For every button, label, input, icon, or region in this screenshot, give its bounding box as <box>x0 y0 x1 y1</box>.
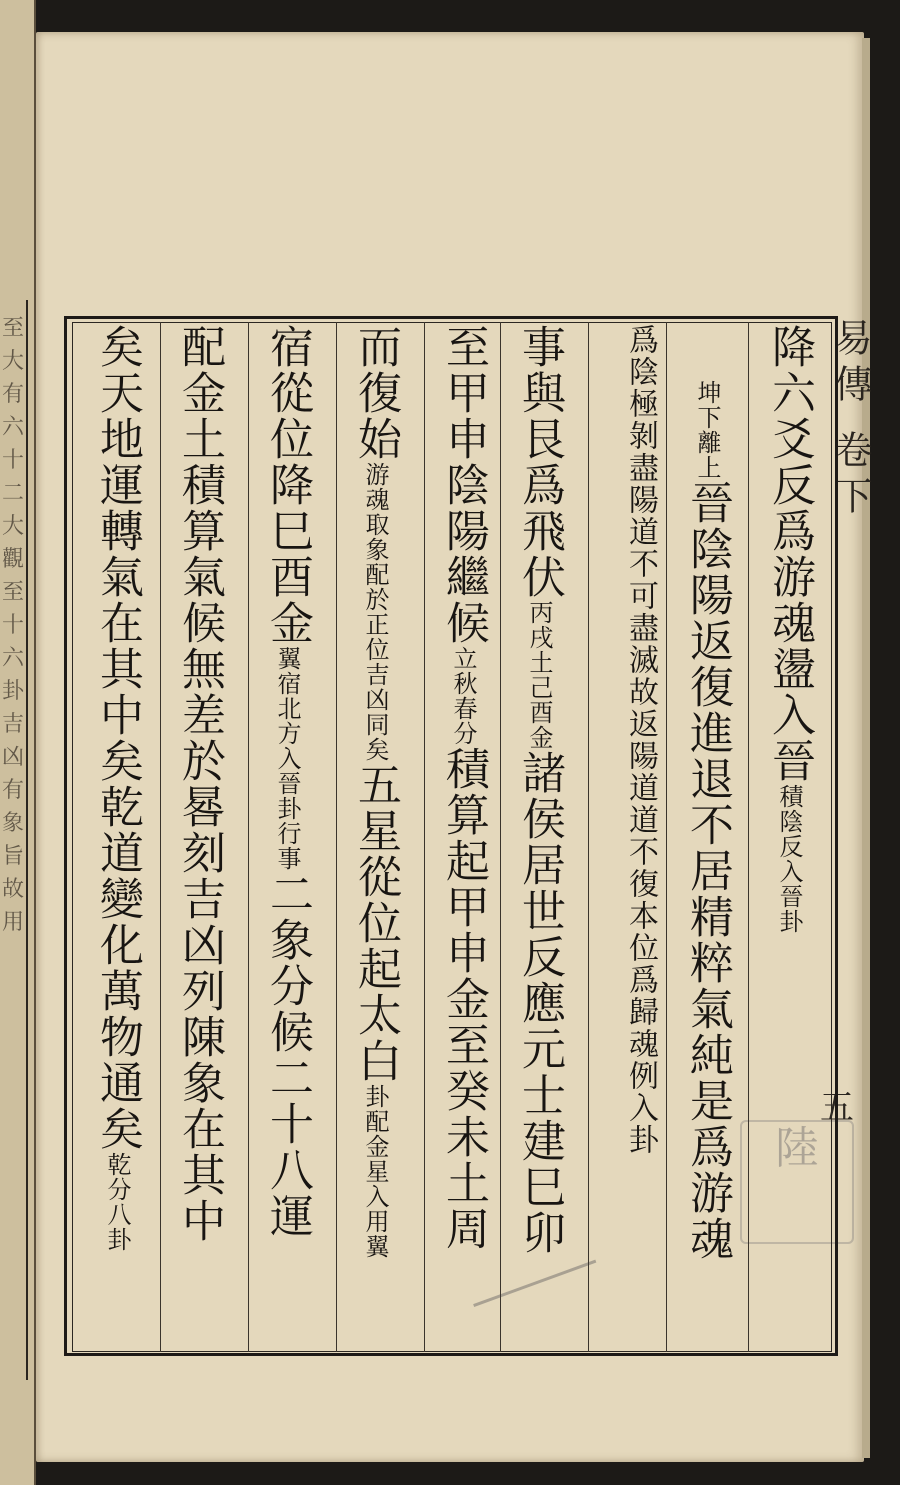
column-rule <box>588 322 589 1352</box>
column-rule <box>748 322 749 1352</box>
column-note-2: 卦配金星入用翼 <box>361 1084 389 1259</box>
column-main-text: 配金土積算氣候無差於晷刻吉凶列陳象在其中 <box>174 324 225 1244</box>
column-main-text-2: 五星從位起太白 <box>350 762 401 1084</box>
text-column-5 <box>432 324 494 1354</box>
column-rule <box>424 322 425 1352</box>
column-note: 翼宿北方入晉卦行事 <box>273 646 301 871</box>
column-note: 乾分八卦 <box>103 1152 131 1252</box>
column-rule <box>500 322 501 1352</box>
column-main-text: 至甲申陰陽繼候 <box>438 324 489 646</box>
margin-header: 易傳 卷下 <box>828 318 872 523</box>
column-rule <box>666 322 667 1352</box>
hexagram-label: 坤下離上 <box>693 380 721 480</box>
previous-page-strip <box>0 0 36 1485</box>
column-main-text: 降六爻反爲游魂盪入晉 <box>764 324 815 784</box>
column-rule <box>336 322 337 1352</box>
column-main-text: 宿從位降巳酉金 <box>262 324 313 646</box>
column-note: 立秋春分 <box>449 646 477 746</box>
folio-number: 五 <box>820 1088 854 1128</box>
text-column-2 <box>676 324 738 1354</box>
column-rule <box>160 322 161 1352</box>
text-column-8 <box>168 324 230 1354</box>
text-column-7 <box>256 324 318 1354</box>
column-main-text-2: 積算起甲申金至癸未土周 <box>438 746 489 1252</box>
text-column-6 <box>344 324 406 1354</box>
column-rule <box>248 322 249 1352</box>
hexagram-jin-icon <box>686 324 728 372</box>
column-main-text: 而復始 <box>350 324 401 462</box>
column-main-text: 事與艮爲飛伏 <box>514 324 565 600</box>
column-note: 游魂取象配於正位吉凶同矣 <box>361 462 389 762</box>
stamp-text: 陸 <box>775 1123 819 1174</box>
column-main-text: 晉陰陽返復進退不居精粹氣純是爲游魂 <box>682 480 733 1262</box>
previous-page-text: 至大有六十二大觀至十六卦吉凶有象旨故用 <box>2 316 25 935</box>
column-main-text-2: 諸侯居世反應元士建巳卯 <box>514 750 565 1256</box>
text-column-4 <box>508 324 570 1354</box>
column-main-text: 矣天地運轉氣在其中矣乾道變化萬物通矣 <box>92 324 143 1152</box>
column-main-text-2: 二象分候二十八運 <box>262 871 313 1239</box>
text-column-1 <box>758 324 820 1354</box>
column-note: 丙戌土己酉金 <box>525 600 553 750</box>
column-note: 積陰反入晉卦 <box>775 784 803 934</box>
text-column-3 <box>598 324 660 1354</box>
column-commentary-text: 爲陰極剝盡陽道不可盡滅故返陽道道不復本位爲歸魂例入卦 <box>623 324 658 1156</box>
text-column-9 <box>86 324 148 1354</box>
